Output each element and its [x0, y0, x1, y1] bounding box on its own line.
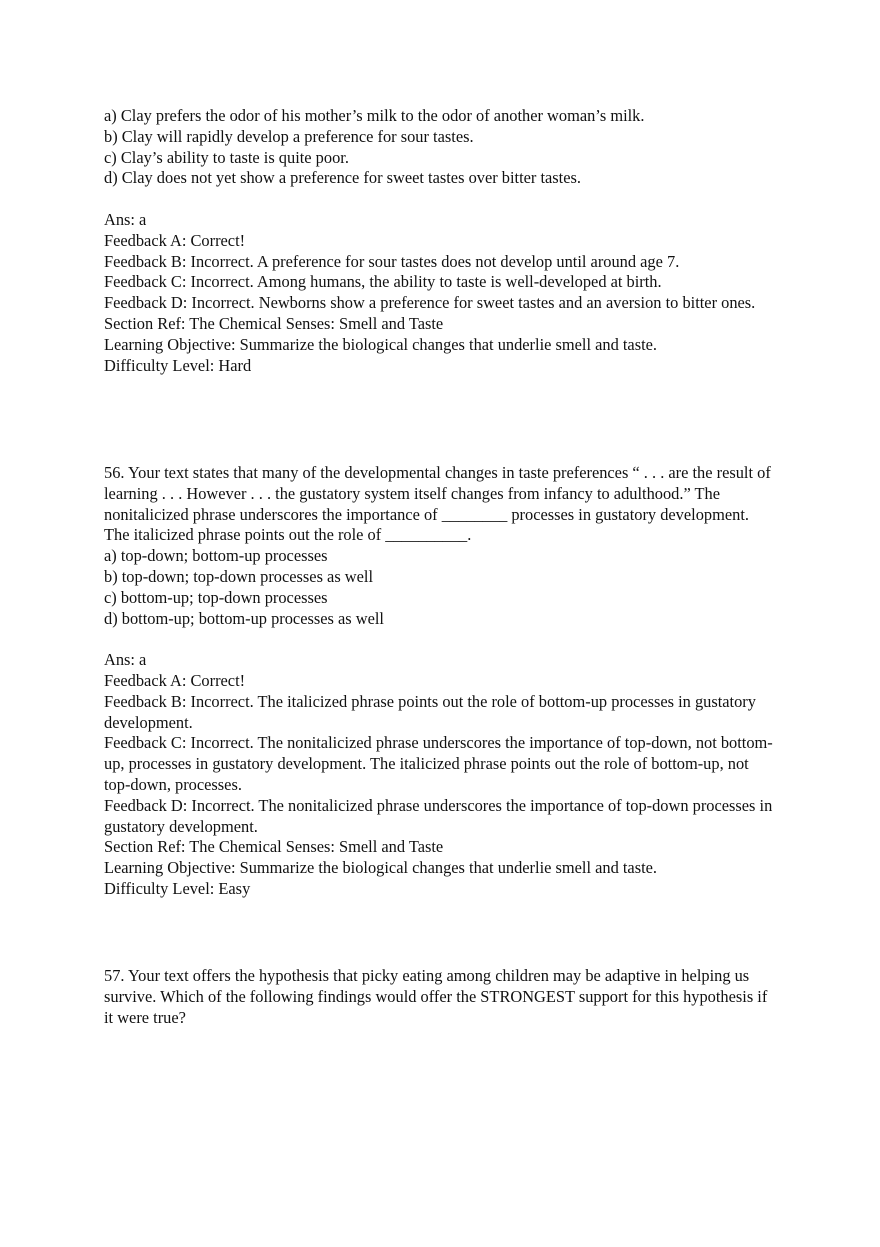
question-55-block	[104, 106, 776, 376]
learning-objective: Learning Objective: Summarize the biological changes that underlie smell and taste.	[104, 334, 657, 354]
option-b: b) top-down; top-down processes as well	[104, 566, 374, 586]
feedback-c: Feedback C: Incorrect. Among humans, the ability to taste is well-developed at birth.	[104, 272, 662, 292]
spacer	[104, 189, 776, 210]
feedback-d: Feedback D: Incorrect. The nonitalicized phrase underscores the importance of top-down processes in gustatory development.	[104, 795, 773, 836]
section-ref: Section Ref: The Chemical Senses: Smell and Taste	[104, 313, 444, 333]
option-d: d) Clay does not yet show a preference for sweet tastes over bitter tastes.	[104, 168, 581, 188]
spacer	[104, 629, 776, 650]
feedback-b: Feedback B: Incorrect. A preference for sour tastes does not develop until around age 7.	[104, 251, 680, 271]
option-c: c) Clay’s ability to taste is quite poor.	[104, 147, 349, 167]
learning-objective: Learning Objective: Summarize the biological changes that underlie smell and taste.	[104, 858, 657, 878]
feedback-a: Feedback A: Correct!	[104, 230, 246, 250]
answer: Ans: a	[104, 650, 147, 670]
difficulty-level: Difficulty Level: Easy	[104, 878, 251, 898]
difficulty-level: Difficulty Level: Hard	[104, 355, 252, 375]
feedback-b: Feedback B: Incorrect. The italicized phrase points out the role of bottom-up processes in gustatory development.	[104, 691, 756, 732]
option-c: c) bottom-up; top-down processes	[104, 587, 328, 607]
option-a: a) Clay prefers the odor of his mother’s milk to the odor of another woman’s milk.	[104, 106, 645, 125]
question-stem: 57. Your text offers the hypothesis that picky eating among children may be adaptive in helping us survive. Which of the following findings would offer the STRONGEST support for this hypothesis if it were true?	[104, 966, 768, 1027]
option-d: d) bottom-up; bottom-up processes as well	[104, 608, 384, 628]
answer: Ans: a	[104, 209, 147, 229]
feedback-d: Feedback D: Incorrect. Newborns show a preference for sweet tastes and an aversion to bitter ones.	[104, 293, 756, 313]
option-b: b) Clay will rapidly develop a preference for sour tastes.	[104, 126, 474, 146]
feedback-c: Feedback C: Incorrect. The nonitalicized phrase underscores the importance of top-down, not bottom-up, processes in gustatory development. The italicized phrase points out the role of bottom-up, not top-down, processes.	[104, 733, 773, 794]
question-stem: 56. Your text states that many of the developmental changes in taste preferences “ . . . are the result of learning . . . However . . . the gustatory system itself changes from infancy to adulthood.” The nonitalicized phrase underscores the importance of ________ processes in gustatory development. The italicized phrase points out the role of __________.	[104, 463, 771, 545]
question-56-block	[104, 463, 776, 900]
section-ref: Section Ref: The Chemical Senses: Smell and Taste	[104, 837, 444, 857]
option-a: a) top-down; bottom-up processes	[104, 546, 328, 566]
feedback-a: Feedback A: Correct!	[104, 670, 246, 690]
question-57-block	[104, 966, 776, 1028]
